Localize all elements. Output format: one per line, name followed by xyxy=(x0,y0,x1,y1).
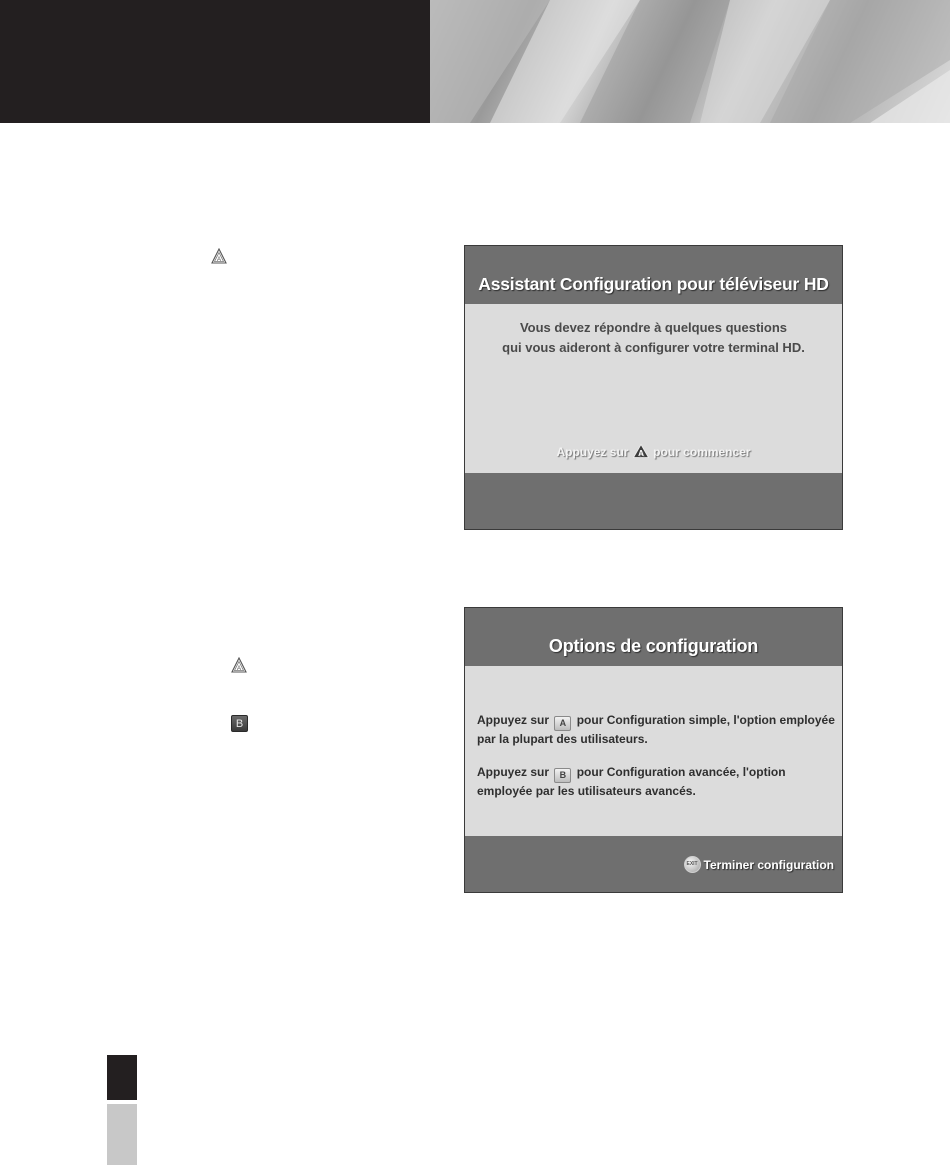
option-advanced-setup xyxy=(477,764,836,800)
configuration-options-screen xyxy=(464,607,843,893)
a-button-icon xyxy=(633,444,649,458)
page-tab-light xyxy=(107,1104,137,1165)
option-text-before: Appuyez sur xyxy=(477,713,550,727)
option-simple-setup xyxy=(477,712,836,748)
header-abstract-graphic xyxy=(430,0,950,123)
instruction-line-2: qui vous aideront à configurer votre terminal HD. xyxy=(502,340,805,355)
exit-button-icon: EXIT xyxy=(684,856,701,873)
instruction-line-1: Vous devez répondre à quelques questions xyxy=(519,320,788,335)
option-text-before: Appuyez sur xyxy=(477,765,550,779)
finish-setup-label: Terminer configuration xyxy=(703,857,834,872)
header-graphic-band xyxy=(430,0,950,123)
prompt-text-after: pour commencer xyxy=(653,445,751,459)
start-prompt xyxy=(465,444,842,459)
svg-text:A: A xyxy=(236,666,242,672)
a-button-icon xyxy=(211,248,227,264)
prompt-text-before: Appuyez sur xyxy=(556,445,629,459)
b-button-label: B xyxy=(235,718,244,730)
finish-setup-action xyxy=(684,856,834,873)
option-text-after: pour Configuration simple, l'option employée par la plupart des utilisateurs. xyxy=(477,713,835,746)
screen-footer-bar xyxy=(465,836,842,892)
setup-wizard-screen xyxy=(464,245,843,530)
header-dark-band xyxy=(0,0,430,123)
screen-footer-bar xyxy=(465,473,842,529)
screen-title: Options de configuration xyxy=(465,608,842,666)
page-tab-dark xyxy=(107,1055,137,1100)
screen-instructions xyxy=(465,318,842,358)
a-button-icon: A xyxy=(554,716,571,731)
screen-title: Assistant Configuration pour téléviseur HD xyxy=(465,246,842,304)
svg-text:A: A xyxy=(216,257,222,263)
svg-text:A: A xyxy=(637,449,644,458)
b-button-icon: B xyxy=(554,768,571,783)
b-button-icon xyxy=(231,715,248,732)
a-button-icon xyxy=(231,657,247,673)
option-text-after: pour Configuration avancée, l'option employée par les utilisateurs avancés. xyxy=(477,765,786,798)
